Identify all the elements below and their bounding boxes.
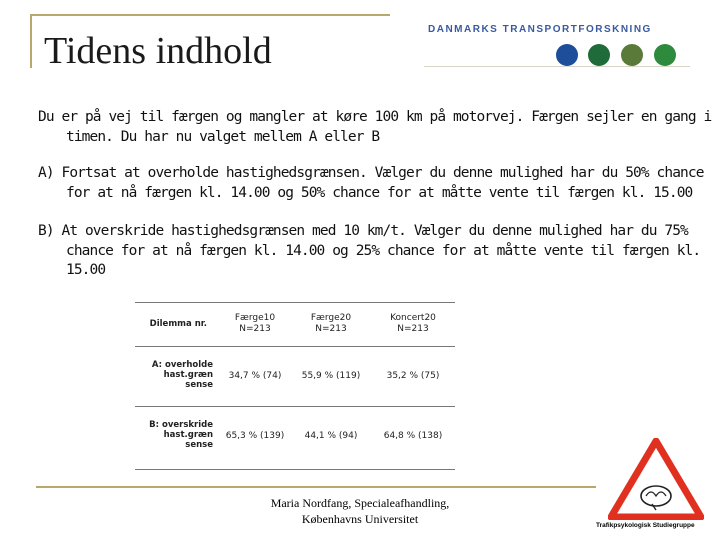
option-b-paragraph: B) At overskride hastighedsgrænsen med 10 km/t. Vælger du denne mulighed har du 75% chance for at nå færgen kl. 14.00 og 25% chance for at måtte vente til færgen kl. 15.00 (38, 223, 701, 278)
slide-title: Tidens indhold (44, 30, 272, 72)
table-cell: 35,2 % (75) (386, 371, 440, 381)
footer-line-1: Maria Nordfang, Specialeafhandling, (270, 496, 450, 510)
column-header: Færge20 N=213 (310, 313, 352, 334)
warning-triangle-icon (608, 438, 704, 520)
table-cell: 44,1 % (94) (304, 431, 358, 441)
sign-caption: Trafikpsykologisk Studiegruppe (596, 522, 695, 529)
table-cell: 34,7 % (74) (228, 371, 282, 381)
logo-dot-rail-icon (621, 44, 643, 66)
table-rule (135, 406, 455, 407)
results-table (135, 302, 455, 470)
row-header: A: overholde hast.græn sense (151, 360, 213, 390)
logo-dot-blue-icon (556, 44, 578, 66)
option-a-paragraph: A) Fortsat at overholde hastighedsgrænsen. Vælger du denne mulighed har du 50% chance for at nå færgen kl. 14.00 og 50% chance for at måtte vente til færgen kl. 15.00 (38, 165, 704, 201)
footer-rule (36, 486, 596, 488)
row-header: B: overskride hast.græn sense (149, 420, 213, 450)
table-rule (135, 346, 455, 347)
table-rule (135, 302, 455, 303)
column-header: Færge10 N=213 (234, 313, 276, 334)
footer-credit (240, 495, 480, 527)
footer-line-2: Københavns Universitet (301, 512, 419, 526)
table-corner-label: Dilemma nr. (149, 319, 207, 329)
intro-paragraph: Du er på vej til færgen og mangler at køre 100 km på motorvej. Færgen sejler en gang i timen. Du har nu valget mellem A eller B (38, 109, 712, 145)
table-cell: 64,8 % (138) (383, 431, 443, 441)
title-frame-rule (30, 14, 36, 68)
title-top-rule (30, 14, 390, 16)
column-header: Koncert20 N=213 (390, 313, 436, 334)
logo-text: DANMARKS TRANSPORTFORSKNING (428, 24, 652, 35)
table-cell: 55,9 % (119) (301, 371, 361, 381)
logo-dot-road-icon (588, 44, 610, 66)
logo-dot-green-icon (654, 44, 676, 66)
table-rule (135, 469, 455, 470)
table-cell: 65,3 % (139) (225, 431, 285, 441)
